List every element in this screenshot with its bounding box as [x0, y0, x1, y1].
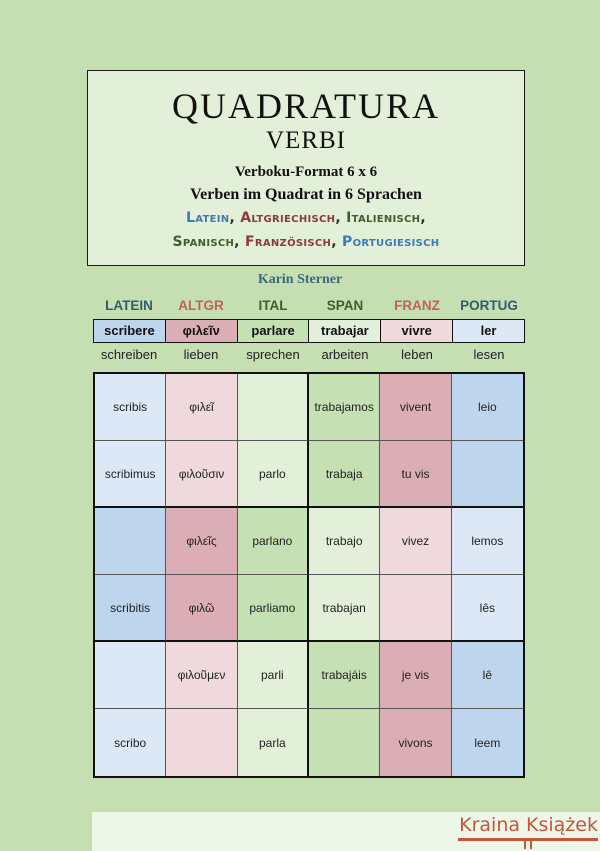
language-spanisch: Spanisch — [172, 234, 235, 250]
grid-cell[interactable]: φιλεῖ — [166, 374, 237, 441]
separator: , — [420, 210, 426, 226]
grid-cell[interactable]: trabaja — [309, 441, 380, 508]
language-latein: Latein — [186, 210, 230, 226]
meaning-cell: leben — [401, 347, 433, 362]
separator: , — [234, 234, 245, 250]
title-box — [87, 70, 525, 266]
column-headers — [93, 298, 525, 313]
meaning-cell: lesen — [473, 347, 505, 362]
language-altgriechisch: Altgriechisch — [240, 210, 336, 226]
grid-cell[interactable] — [380, 575, 451, 642]
grid-cell[interactable]: trabajamos — [309, 374, 380, 441]
separator: , — [229, 210, 241, 226]
grid-cell[interactable]: scribis — [95, 374, 166, 441]
book-spine-icon — [524, 839, 532, 849]
grid-cell[interactable] — [452, 441, 523, 508]
grid-cell[interactable]: parla — [238, 709, 309, 776]
publisher-name: Kraina Książek — [459, 814, 598, 836]
grid-cell[interactable]: trabajo — [309, 508, 380, 575]
language-französisch: Französisch — [244, 234, 332, 250]
infinitive-row — [93, 319, 525, 343]
verb-grid — [93, 372, 525, 778]
format-line: Verboku-Format 6 x 6 — [234, 164, 378, 180]
grid-cell[interactable]: lê — [452, 642, 523, 709]
column-header-latein: LATEIN — [105, 298, 153, 313]
languages-line-1 — [88, 207, 524, 229]
book-title: QUADRATURA — [171, 86, 440, 126]
grid-cell[interactable]: leem — [452, 709, 523, 776]
grid-cell[interactable] — [95, 642, 166, 709]
separator: , — [331, 234, 343, 250]
grid-cell[interactable] — [238, 374, 309, 441]
infinitive-cell: vivre — [381, 320, 453, 342]
grid-cell[interactable]: φιλοῦμεν — [166, 642, 237, 709]
grid-cell[interactable]: φιλεῖς — [166, 508, 237, 575]
grid-cell[interactable]: vivent — [380, 374, 451, 441]
grid-cell[interactable]: φιλῶ — [166, 575, 237, 642]
language-portugiesisch: Portugiesisch — [342, 234, 440, 250]
grid-cell[interactable]: vivez — [380, 508, 451, 575]
grid-cell[interactable]: scribo — [95, 709, 166, 776]
column-header-span: SPAN — [326, 298, 364, 313]
infinitive-cell: trabajar — [309, 320, 381, 342]
infinitive-cell: scribere — [94, 320, 166, 342]
column-header-altgr: ALTGR — [178, 298, 224, 313]
grid-cell[interactable]: scribimus — [95, 441, 166, 508]
grid-cell[interactable]: tu vis — [380, 441, 451, 508]
language-italienisch: Italienisch — [346, 210, 421, 226]
infinitive-cell: ler — [453, 320, 524, 342]
grid-cell[interactable]: scribitis — [95, 575, 166, 642]
meaning-cell: lieben — [183, 347, 219, 362]
separator: , — [335, 210, 347, 226]
grid-cell[interactable] — [95, 508, 166, 575]
grid-cell[interactable]: parlo — [238, 441, 309, 508]
meaning-cell: sprechen — [246, 347, 300, 362]
grid-cell[interactable]: trabajan — [309, 575, 380, 642]
grid-cell[interactable] — [166, 709, 237, 776]
description-line: Verben im Quadrat in 6 Sprachen — [190, 186, 422, 203]
grid-cell[interactable]: parlano — [238, 508, 309, 575]
grid-cell[interactable]: parli — [238, 642, 309, 709]
meaning-cell: arbeiten — [321, 347, 369, 362]
grid-cell[interactable]: lemos — [452, 508, 523, 575]
column-header-portug: PORTUG — [460, 298, 518, 313]
grid-cell[interactable]: parliamo — [238, 575, 309, 642]
grid-cell[interactable]: je vis — [380, 642, 451, 709]
infinitive-cell: parlare — [238, 320, 310, 342]
grid-cell[interactable]: vivons — [380, 709, 451, 776]
grid-cell[interactable]: φιλοῦσιν — [166, 441, 237, 508]
author-name: Karin Sterner — [257, 272, 343, 287]
grid-cell[interactable]: leio — [452, 374, 523, 441]
column-header-franz: FRANZ — [394, 298, 440, 313]
column-header-ital: ITAL — [258, 298, 288, 313]
book-subtitle: VERBI — [266, 127, 346, 154]
infinitive-cell: φιλεῖν — [166, 320, 238, 342]
grid-cell[interactable]: lês — [452, 575, 523, 642]
publisher-strip — [92, 812, 600, 851]
meaning-row — [93, 347, 525, 362]
grid-cell[interactable]: trabajáis — [309, 642, 380, 709]
meaning-cell: schreiben — [100, 347, 158, 362]
grid-cell[interactable] — [309, 709, 380, 776]
languages-line-2 — [88, 231, 524, 253]
